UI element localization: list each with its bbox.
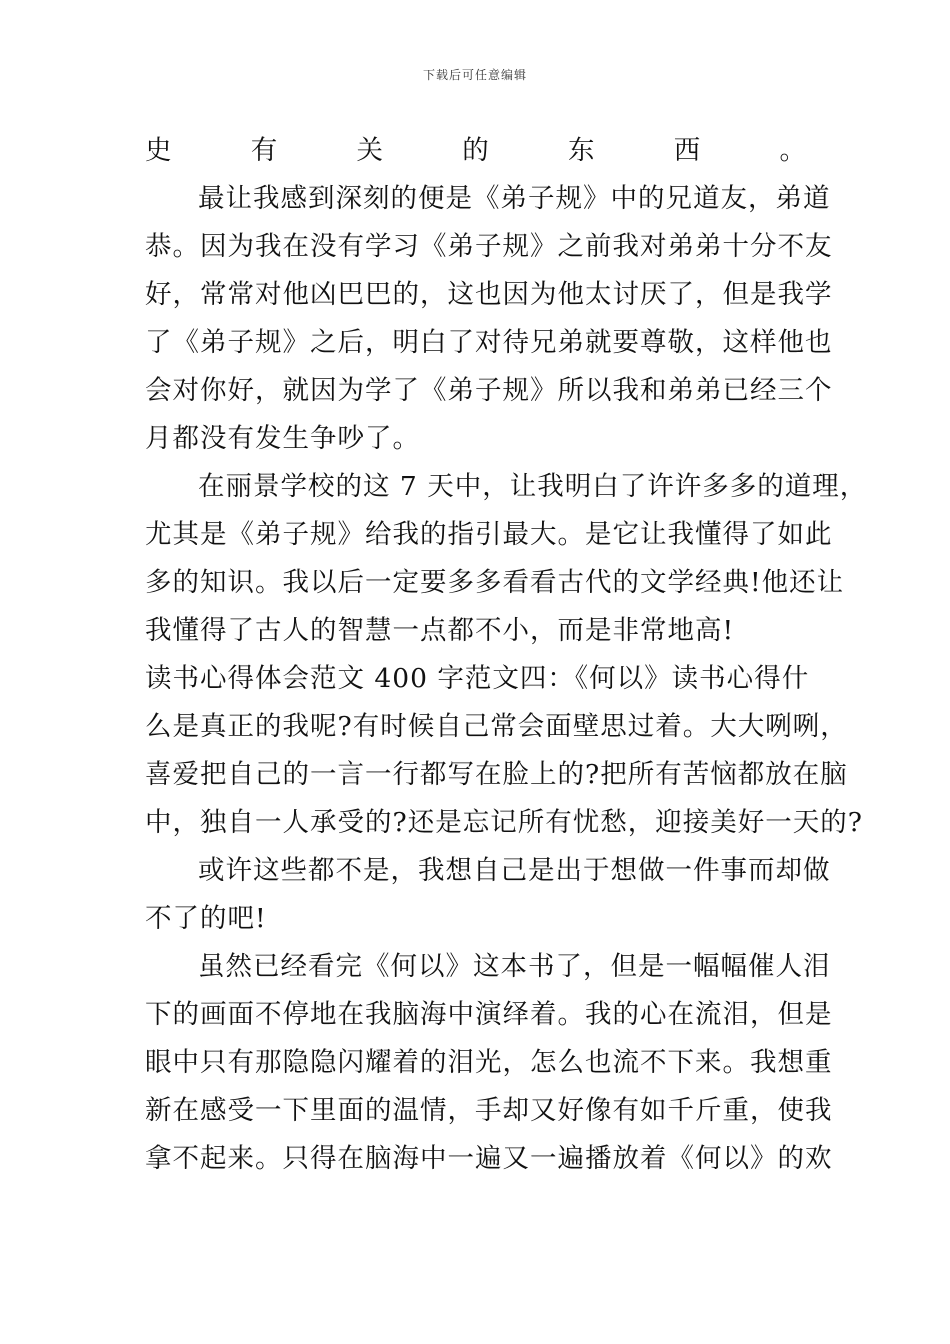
text-line: 恭。因为我在没有学习《弟子规》之前我对弟弟十分不友 xyxy=(145,231,833,262)
text-line: 好，常常对他凶巴巴的，这也因为他太讨厌了，但是我学 xyxy=(145,279,833,310)
text-line: 么是真正的我呢?有时候自己常会面壁思过着。大大咧咧， xyxy=(145,711,848,742)
text-line: 虽然已经看完《何以》这本书了，但是一幅幅催人泪 xyxy=(198,951,831,982)
document-body xyxy=(145,127,868,1183)
text-line: 眼中只有那隐隐闪耀着的泪光，怎么也流不下来。我想重 xyxy=(145,1047,833,1078)
text-line: 下的画面不停地在我脑海中演绎着。我的心在流泪，但是 xyxy=(145,999,833,1030)
text-line: 我懂得了古人的智慧一点都不小，而是非常地高! xyxy=(145,615,735,646)
text-line: 多的知识。我以后一定要多多看看古代的文学经典!他还让 xyxy=(145,567,845,598)
text-line: 了《弟子规》之后，明白了对待兄弟就要尊敬，这样他也 xyxy=(145,327,833,358)
text-line: 或许这些都不是，我想自己是出于想做一件事而却做 xyxy=(198,855,831,886)
text-line: 会对你好，就因为学了《弟子规》所以我和弟弟已经三个 xyxy=(145,375,833,406)
text-line: 最让我感到深刻的便是《弟子规》中的兄道友，弟道 xyxy=(198,183,831,214)
text-line: 在丽景学校的这 7 天中，让我明白了许许多多的道理， xyxy=(198,471,868,502)
page-header: 下载后可任意编辑 xyxy=(422,68,527,82)
section-heading: 读书心得体会范文 400 字范文四：《何以》读书心得 xyxy=(145,663,782,694)
text-line: 不了的吧! xyxy=(145,903,267,934)
text-line: 中，独自一人承受的?还是忘记所有忧愁，迎接美好一天的? xyxy=(145,807,863,838)
text-line: 尤其是《弟子规》给我的指引最大。是它让我懂得了如此 xyxy=(145,519,833,550)
text-line: 月都没有发生争吵了。 xyxy=(145,423,420,454)
section-heading-line xyxy=(145,655,810,703)
text-line: 史有关的东西。 xyxy=(145,135,807,166)
text-line: 拿不起来。只得在脑海中一遍又一遍播放着《何以》的欢 xyxy=(145,1143,833,1174)
text-line: 新在感受一下里面的温情，手却又好像有如千斤重，使我 xyxy=(145,1095,833,1126)
section-heading-tail: 什 xyxy=(781,663,810,694)
text-line: 喜爱把自己的一言一行都写在脸上的?把所有苦恼都放在脑 xyxy=(145,759,848,790)
